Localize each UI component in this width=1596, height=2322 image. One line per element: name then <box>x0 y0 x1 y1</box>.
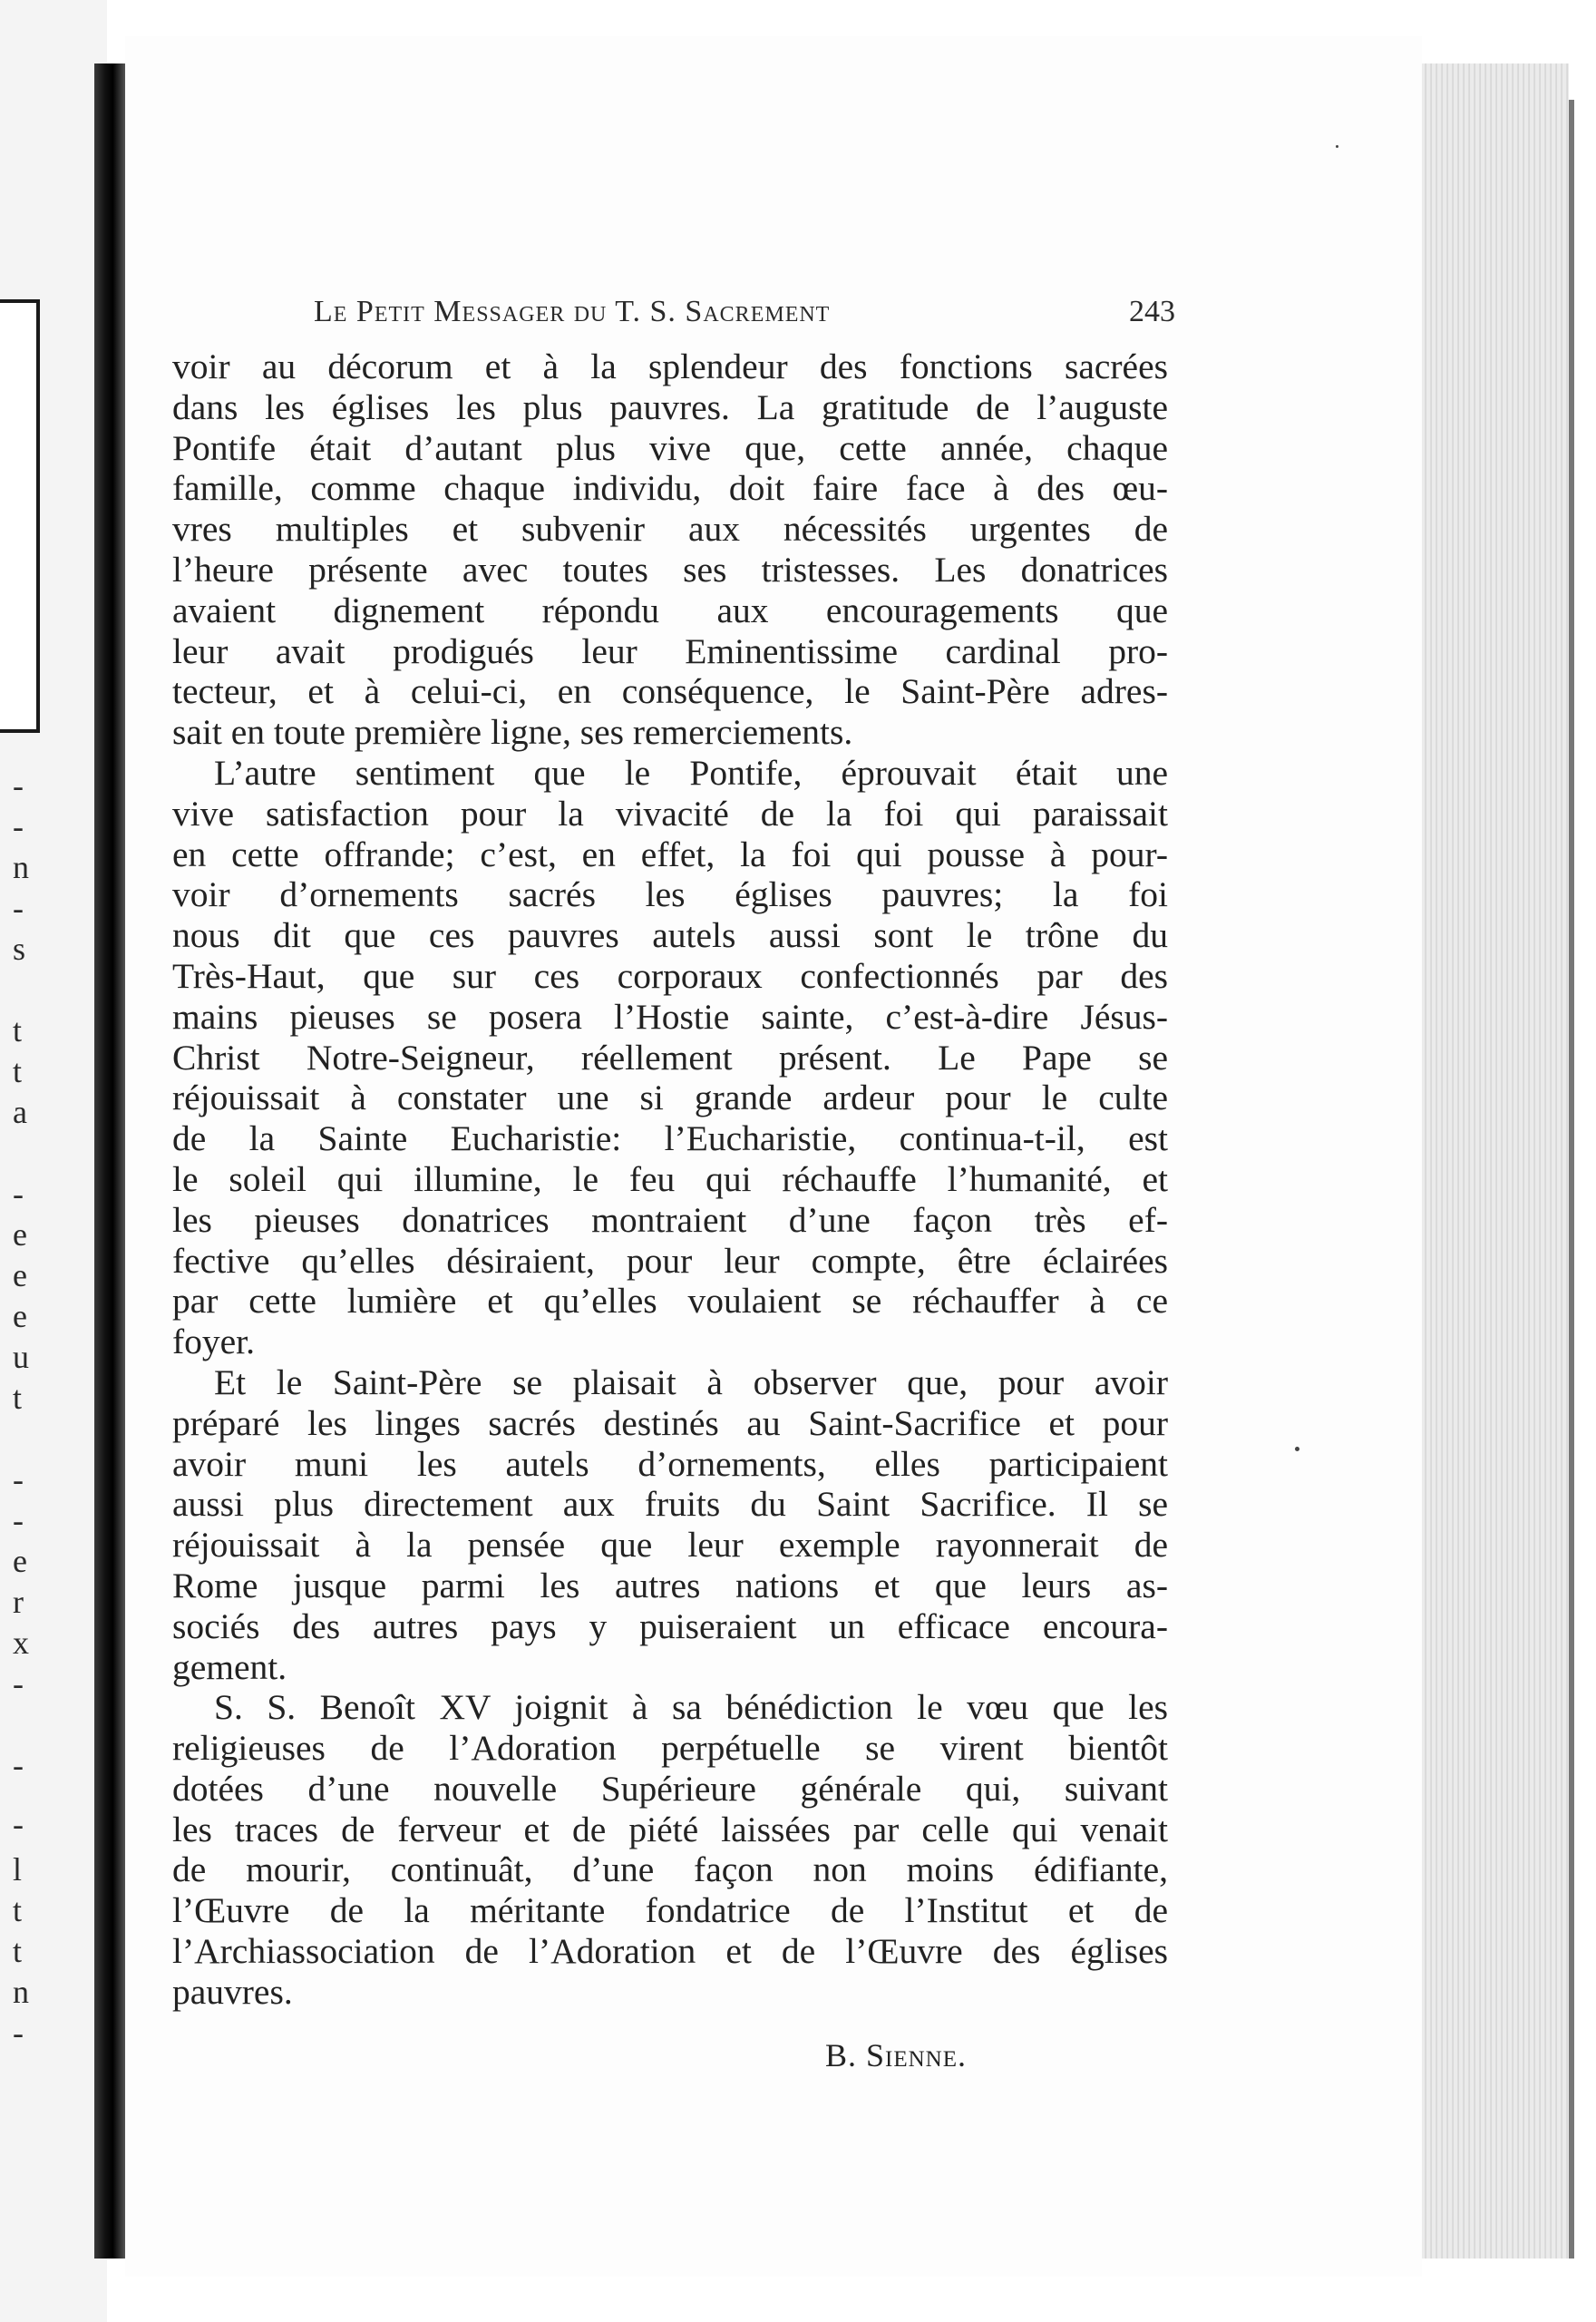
text-line: les pieuses donatrices montraient d’une façon très ef- <box>172 1199 1168 1240</box>
body-text <box>172 346 1168 2013</box>
fragment-char: - <box>13 767 24 804</box>
text-line: S. S. Benoît XV joignit à sa bénédiction le vœu que les <box>214 1687 1168 1728</box>
fragment-char: e <box>13 1216 27 1253</box>
text-line: Pontife était d’autant plus vive que, cette année, chaque <box>172 427 1168 468</box>
fragment-char: t <box>13 1933 23 1969</box>
text-line: Très-Haut, que sur ces corporaux confectionnés par des <box>172 955 1168 996</box>
fragment-char: r <box>13 1584 24 1620</box>
fragment-char: t <box>13 1380 23 1416</box>
text-line: voir d’ornements sacrés les églises pauvres; la foi <box>172 874 1168 915</box>
text-line: réjouissait à constater une si grande ardeur pour le culte <box>172 1078 1168 1118</box>
text-line: dans les églises les plus pauvres. La gratitude de l’auguste <box>172 386 1168 427</box>
fragment-char: - <box>13 1806 24 1842</box>
fragment-char: s <box>13 931 26 967</box>
text-line: Et le Saint-Père se plaisait à observer que, pour avoir <box>214 1361 1168 1402</box>
text-line: par cette lumière et qu’elles voulaient se réchauffer à ce <box>172 1281 1168 1322</box>
fragment-char: n <box>13 1974 29 2010</box>
text-line: L’autre sentiment que le Pontife, éprouvait était une <box>214 752 1168 793</box>
text-line: aussi plus directement aux fruits du Saint Sacrifice. Il se <box>172 1484 1168 1525</box>
text-line: l’heure présente avec toutes ses tristesses. Les donatrices <box>172 549 1168 590</box>
dust-speck <box>1336 145 1338 148</box>
fragment-char: - <box>13 2015 24 2051</box>
text-line: en cette offrande; c’est, en effet, la foi qui pousse à pour- <box>172 834 1168 874</box>
fragment-char: t <box>13 1892 23 1928</box>
text-line: préparé les linges sacrés destinés au Saint-Sacrifice et pour <box>172 1402 1168 1443</box>
page-stack-edge <box>1422 63 1569 2259</box>
text-line: gement. <box>172 1646 287 1687</box>
text-line: nous dit que ces pauvres autels aussi sont le trône du <box>172 915 1168 956</box>
text-line: avoir muni les autels d’ornements, elles participaient <box>172 1443 1168 1484</box>
text-line: famille, comme chaque individu, doit faire face à des œu- <box>172 468 1168 509</box>
text-line: voir au décorum et à la splendeur des fonctions sacrées <box>172 346 1168 386</box>
running-header <box>314 295 1175 340</box>
text-line: les traces de ferveur et de piété laissées par celle qui venait <box>172 1809 1168 1849</box>
fragment-char: - <box>13 1665 24 1702</box>
text-line: sociés des autres pays y puiseraient un efficace encoura- <box>172 1605 1168 1646</box>
page-number: 243 <box>1129 295 1175 328</box>
facing-page-edge <box>0 0 107 2322</box>
text-line: l’Œuvre de la méritante fondatrice de l’Institut et de <box>172 1890 1168 1931</box>
fragment-char: a <box>13 1094 27 1130</box>
text-line: vive satisfaction pour la vivacité de la foi qui paraissait <box>172 793 1168 834</box>
fragment-char: l <box>13 1851 23 1888</box>
running-title: Le Petit Messager du T. S. Sacrement <box>314 295 831 328</box>
fragment-char: - <box>13 808 24 844</box>
text-line: avaient dignement répondu aux encouragements que <box>172 590 1168 630</box>
book-gutter <box>94 63 125 2259</box>
fragment-char: t <box>13 1012 23 1049</box>
fragment-char: e <box>13 1298 27 1334</box>
text-line: de mourir, continuât, d’une façon non moins édifiante, <box>172 1849 1168 1890</box>
text-line: mains pieuses se posera l’Hostie sainte, c’est-à-dire Jésus- <box>172 996 1168 1037</box>
text-line: Rome jusque parmi les autres nations et que leurs as- <box>172 1565 1168 1605</box>
fragment-char: t <box>13 1053 23 1089</box>
text-line: l’Archiassociation de l’Adoration et de l’Œuvre des églises <box>172 1931 1168 1972</box>
fragment-char: - <box>13 1502 24 1538</box>
text-line: foyer. <box>172 1322 256 1362</box>
fragment-char: - <box>13 890 24 926</box>
text-line: dotées d’une nouvelle Supérieure générale qui, suivant <box>172 1768 1168 1809</box>
text-line: réjouissait à la pensée que leur exemple rayonnerait de <box>172 1525 1168 1566</box>
text-line: le soleil qui illumine, le feu qui réchauffe l’humanité, et <box>172 1158 1168 1199</box>
text-line: vres multiples et subvenir aux nécessités urgentes de <box>172 509 1168 550</box>
author-signature: B. Sienne. <box>825 2037 968 2073</box>
fragment-char: e <box>13 1257 27 1293</box>
text-line: tecteur, et à celui-ci, en conséquence, le Saint-Père adres- <box>172 671 1168 712</box>
text-line: de la Sainte Eucharistie: l’Eucharistie, continua-t-il, est <box>172 1118 1168 1159</box>
fragment-char: - <box>13 1461 24 1498</box>
text-line: religieuses de l’Adoration perpétuelle se virent bientôt <box>172 1728 1168 1769</box>
fragment-char: x <box>13 1624 29 1661</box>
fragment-char: - <box>13 1747 24 1783</box>
page-stack-shadow <box>1569 100 1574 2259</box>
dust-speck <box>1295 1447 1299 1451</box>
text-line: pauvres. <box>172 1971 293 2012</box>
fragment-char: u <box>13 1339 29 1375</box>
text-line: Christ Notre-Seigneur, réellement présent. Le Pape se <box>172 1037 1168 1078</box>
facing-page-frame <box>0 299 40 733</box>
text-line: leur avait prodigués leur Eminentissime cardinal pro- <box>172 630 1168 671</box>
fragment-char: - <box>13 1176 24 1212</box>
text-line: fective qu’elles désiraient, pour leur compte, être éclairées <box>172 1240 1168 1281</box>
fragment-char: n <box>13 849 29 885</box>
text-line: sait en toute première ligne, ses remerciements. <box>172 712 853 753</box>
fragment-char: e <box>13 1543 27 1579</box>
